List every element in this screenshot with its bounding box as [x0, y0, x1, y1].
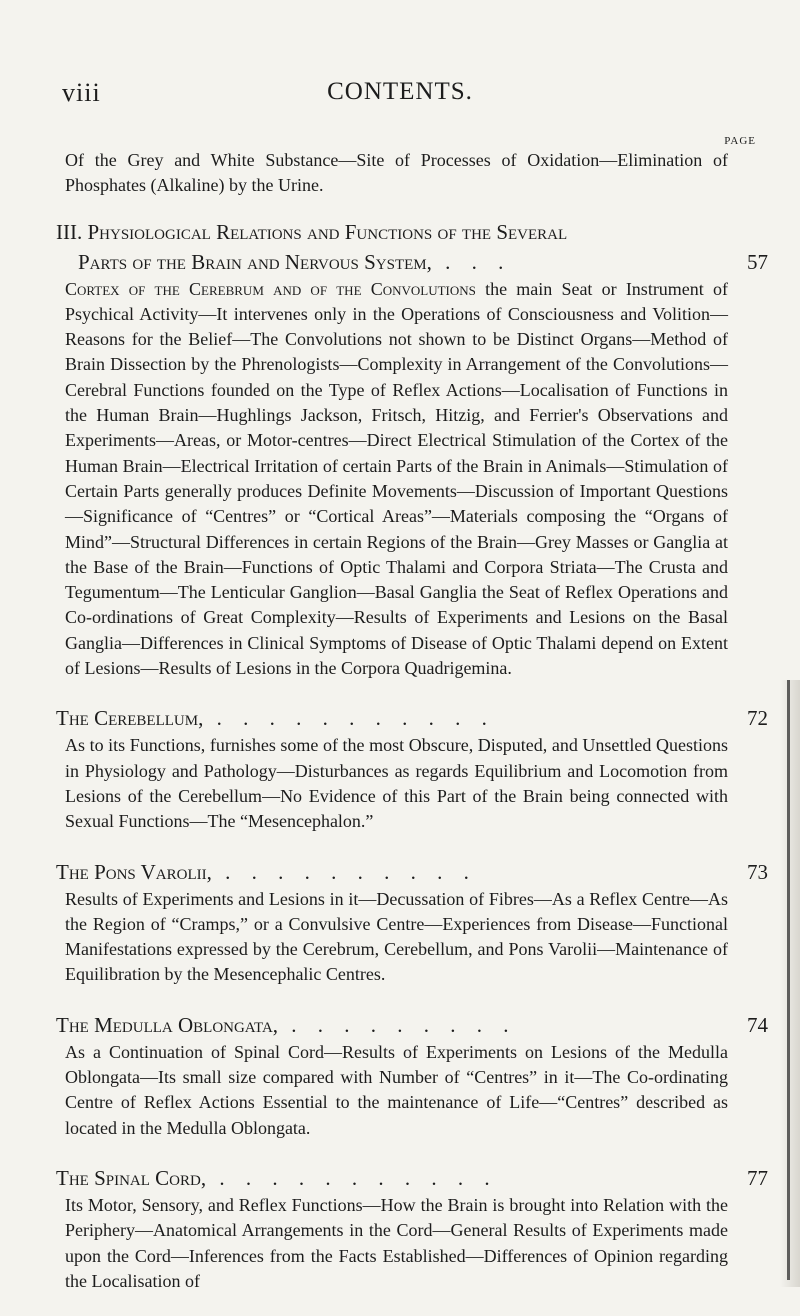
section-page-number: 74 [747, 1012, 768, 1037]
section-title: The Spinal Cord, [56, 1165, 207, 1190]
intro-paragraph: Of the Grey and White Substance—Site of Processes of Oxidation—Elimination of Phosphates (Alkaline) by the Urine. [65, 150, 728, 196]
leader-dots: . . . . . . . . . [278, 1012, 517, 1037]
section-page-number: 77 [747, 1165, 768, 1190]
running-header [0, 78, 800, 108]
section-description: Results of Experiments and Lesions in it—Decussation of Fibres—As a Reflex Centre—As the Region of “Cramps,” or a Convulsive Centre—Experiences from Disease—Functional Manifestations expressed by the Cerebrum, Cerebellum, and Pons Varolii—Maintenance of Equilibration by the Mesencephalic Centres. [65, 888, 728, 985]
section-title: The Cerebellum, [56, 706, 204, 731]
page-edge-shadow [780, 680, 800, 1287]
section-heading-line2: Parts of the Brain and Nervous System, [78, 249, 432, 274]
page-number: viii [62, 78, 101, 107]
section-description [65, 277, 728, 682]
section-heading [56, 1163, 768, 1193]
leader-dots: . . . . . . . . . . . [206, 1165, 498, 1190]
section-description: As to its Functions, furnishes some of the most Obscure, Disputed, and Unsettled Questions in Physiology and Pathology—Disturbances as regards Equilibrium and Locomotion from Lesions of the Cerebellum—No Evidence of this Part of the Brain being connected with Sexual Functions—The “Mesencephalon.” [65, 735, 728, 832]
section-title: The Pons Varolii, [56, 859, 212, 884]
section-cerebellum [56, 703, 768, 834]
section-pons-varolii [56, 857, 768, 988]
leader-dots: . . . . . . . . . . [211, 859, 477, 884]
page-title: CONTENTS. [327, 78, 473, 105]
section-heading-line1: III. Physiological Relations and Functions of the Several [56, 219, 568, 244]
section-heading-line2-row [78, 247, 768, 277]
contents-body [56, 148, 768, 1316]
section-heading [56, 217, 768, 277]
binding-edge [787, 680, 790, 1280]
leader-dots: . . . [431, 249, 512, 274]
section-heading [56, 857, 768, 887]
section-description: As a Continuation of Spinal Cord—Results of Experiments on Lesions of the Medulla Oblongata—Its small size compared with Number of “Centres” in it—The Co-ordinating Centre of Reflex Actions Essential to the maintenance of Life—“Centres” described as located in the Medulla Oblongata. [65, 1041, 728, 1138]
section-page-number: 73 [747, 859, 768, 884]
page-column-label: PAGE [724, 135, 756, 147]
leader-dots: . . . . . . . . . . . [203, 706, 495, 731]
section-heading [56, 1010, 768, 1040]
section-page-number: 57 [747, 249, 768, 274]
section-spinal-cord [56, 1163, 768, 1294]
section-medulla-oblongata [56, 1010, 768, 1141]
section-title: The Medulla Oblongata, [56, 1012, 279, 1037]
section-heading [56, 703, 768, 733]
section-text: the main Seat or Instrument of Psychical Activity—It intervenes only in the Operations of Consciousness and Volition—Reasons for the Belief—The Convolutions not shown to be Distinct Organs—Method of Brain Dissection by the Phrenologists—Complexity in Arrangement of the Convolutions—Cerebral Functions founded on the Type of Reflex Actions—Localisation of Functions in the Human Brain—Hughlings Jackson, Fritsch, Hitzig, and Ferrier's Observations and Experiments—Areas, or Motor-centres—Direct Electrical Stimulation of the Cortex of the Human Brain—Electrical Irritation of certain Parts of the Brain in Animals—Stimulation of Certain Parts generally produces Definite Movements—Discussion of Important Questions—Significance of “Centres” or “Cortical Areas”—Materials composing the “Organs of Mind”—Structural Differences in certain Regions of the Brain—Grey Masses or Ganglia at the Base of the Brain—Functions of Optic Thalami and Corpora Striata—The Crusta and Tegumentum—The Lenticular Ganglion—Basal Ganglia the Seat of Reflex Operations and Co-ordinations of Great Complexity—Results of Experiments and Lesions on the Basal Ganglia—Differences in Clinical Symptoms of Disease of Optic Thalami depend on Extent of Lesions—Results of Lesions in the Corpora Quadrigemina. [65, 278, 728, 679]
section-iii [56, 217, 768, 682]
section-description: Its Motor, Sensory, and Reflex Functions—How the Brain is brought into Relation with the Periphery—Anatomical Arrangements in the Cord—General Results of Experiments made upon the Cord—Inferences from the Facts Established—Differences of Opinion regarding the Localisation of [65, 1194, 728, 1291]
section-page-number: 72 [747, 706, 768, 731]
section-lead: Cortex of the Cerebrum and of the Convolutions [65, 278, 476, 299]
